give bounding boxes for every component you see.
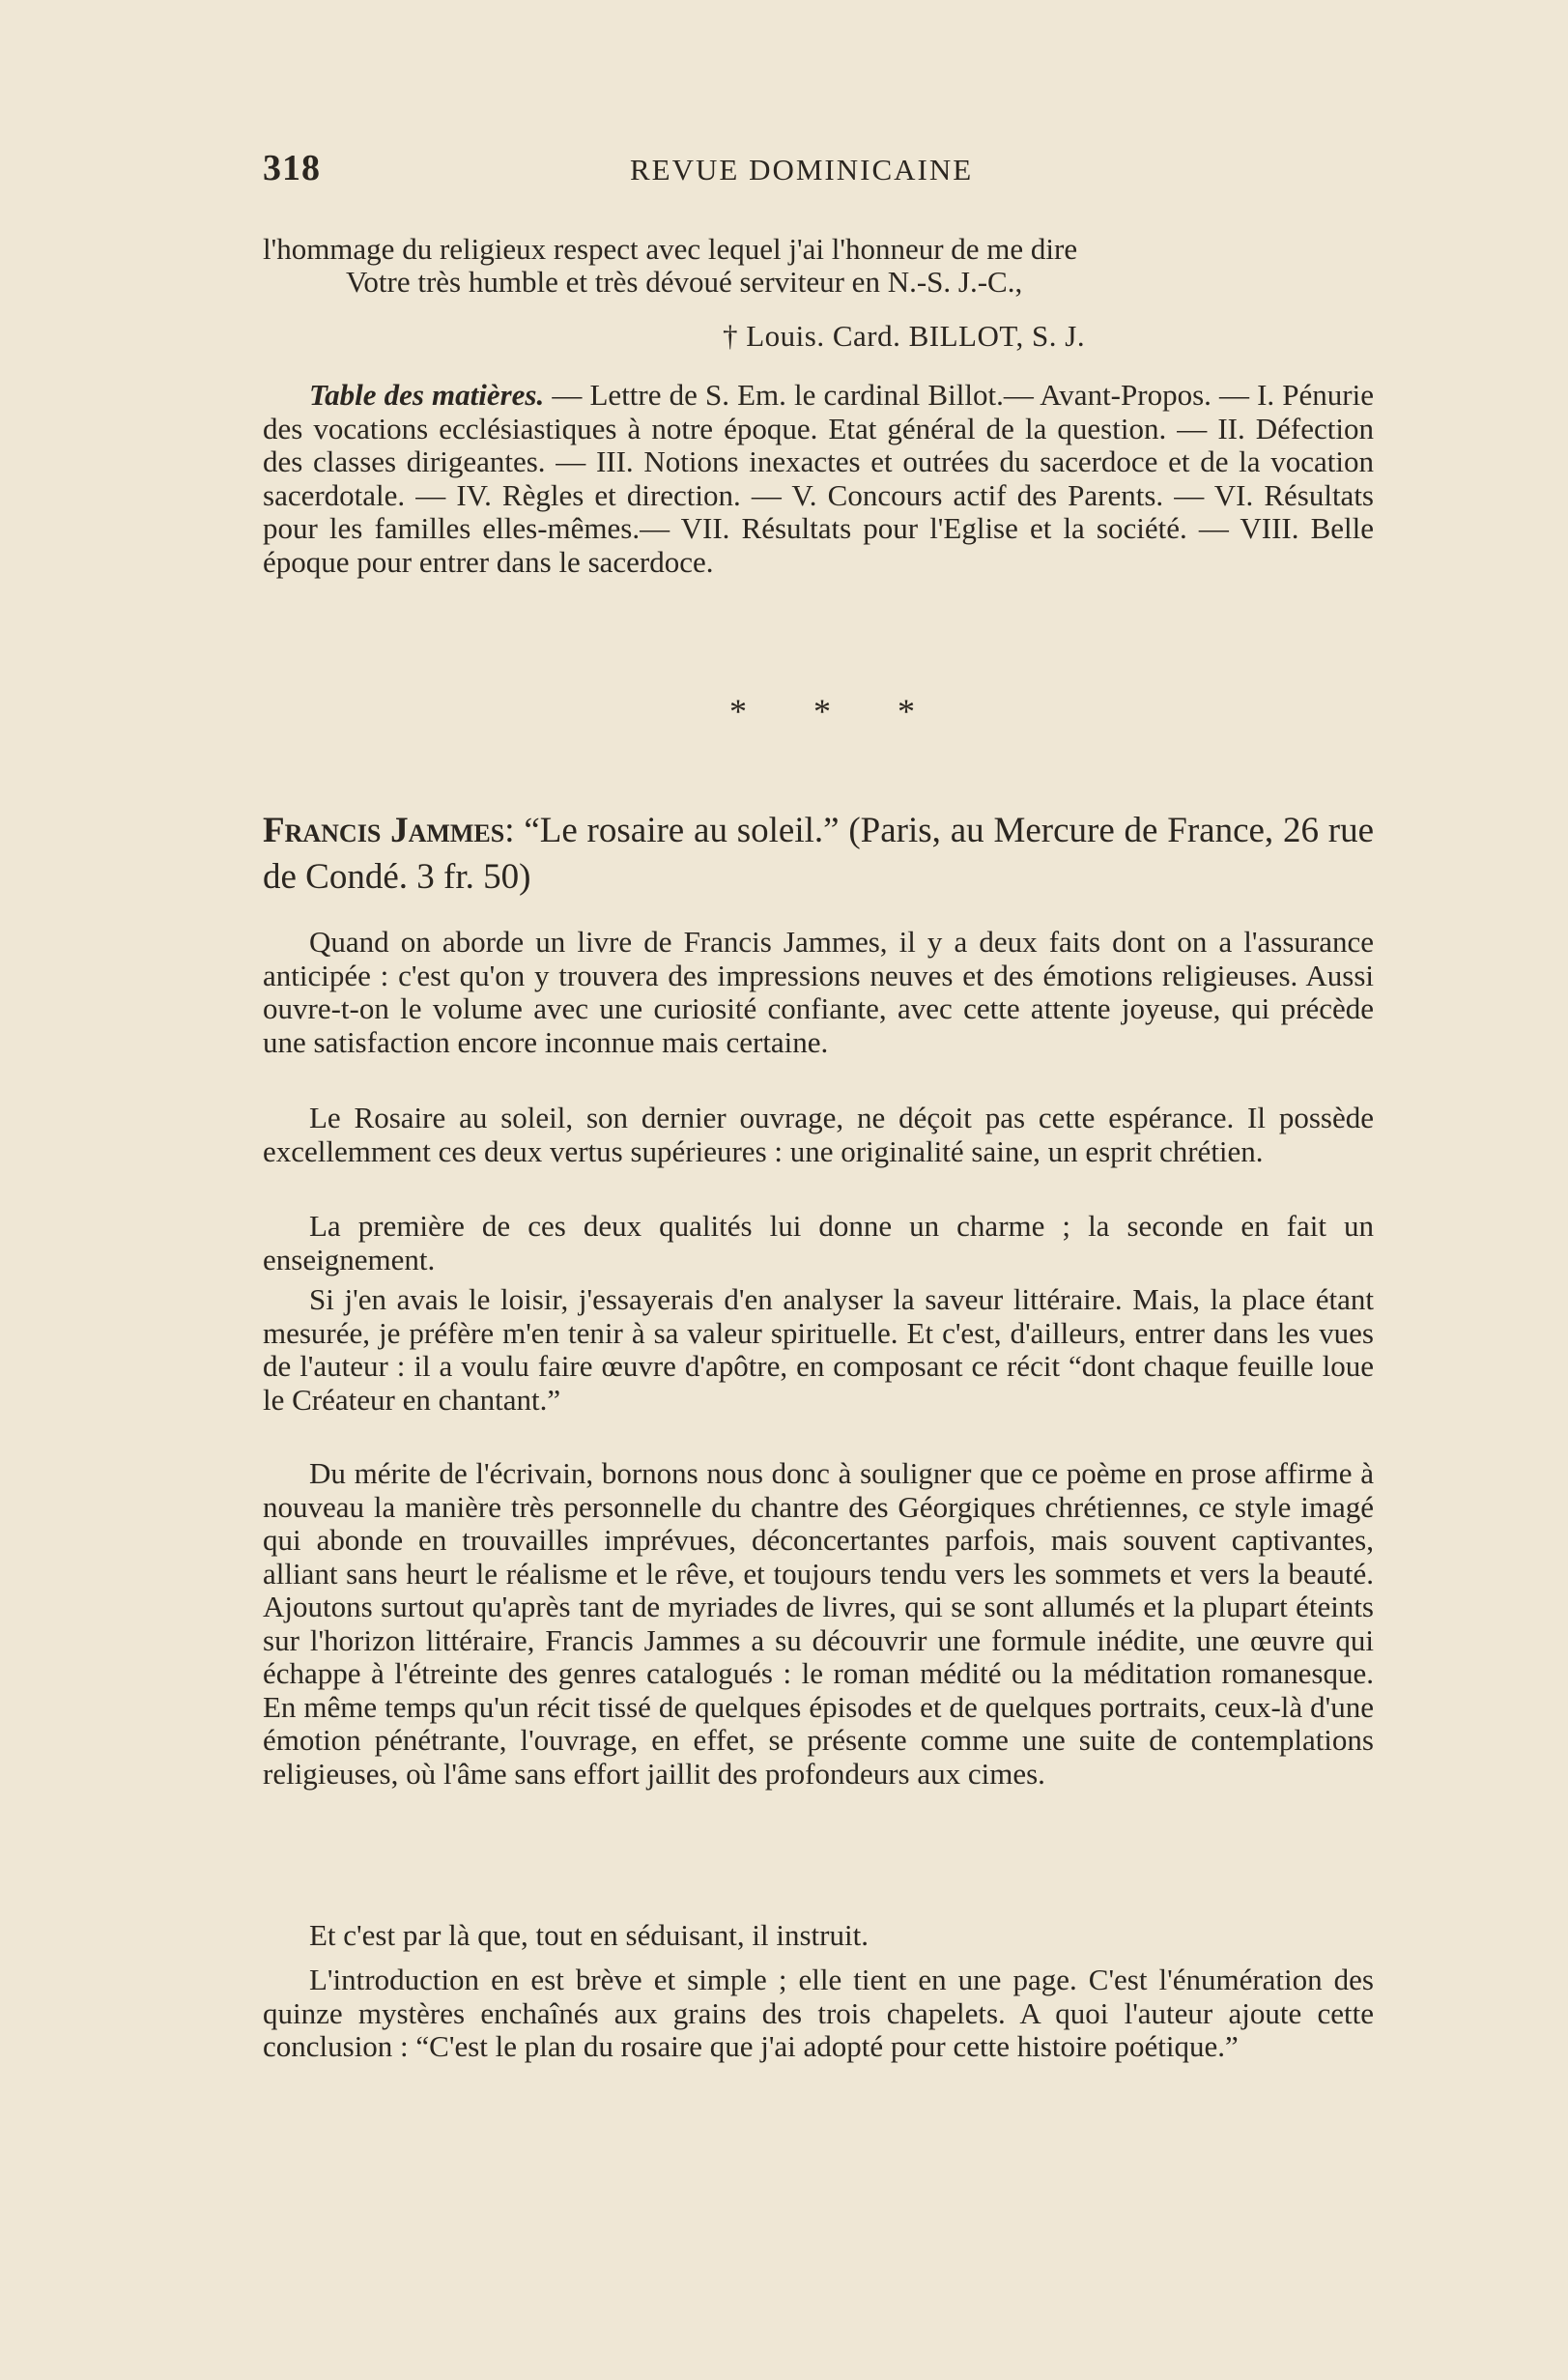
contents-paragraph [263, 379, 1374, 579]
review-paragraph-5: Du mérite de l'écrivain, bornons nous donc à souligner que ce poème en prose affirme à nouveau la manière très personnelle du chantre des Géorgiques chrétiennes, ce style imagé qui abonde en trouvailles imprévues, déconcertantes parfois, mais souvent captivantes, alliant sans heurt le réalisme et le rêve, et toujours tendu vers les sommets et vers la beauté. Ajoutons surtout qu'après tant de myriades de livres, qui se sont allumés et la plupart éteints sur l'horizon littéraire, Francis Jammes a su découvrir une formule inédite, une œuvre qui échappe à l'étreinte des genres catalogués : le roman médité ou la méditation romanesque. En même temps qu'un récit tissé de quelques épisodes et de quelques portraits, ceux-là d'une émotion pénétrante, l'ouvrage, en effet, se présente comme une suite de contemplations religieuses, où l'âme sans effort jaillit des profondeurs aux cimes. [263, 1456, 1374, 1791]
table-of-contents [263, 379, 1374, 579]
review-paragraph-2: Le Rosaire au soleil, son dernier ouvrage, ne déçoit pas cette espérance. Il possède excellemment ces deux vertus supérieures : une originalité saine, un esprit chrétien. [263, 1101, 1374, 1168]
running-title: REVUE DOMINICAINE [630, 153, 974, 186]
review-paragraph-3: La première de ces deux qualités lui donne un charme ; la seconde en fait un enseignement. [263, 1209, 1374, 1276]
review-paragraph-7: L'introduction en est brève et simple ; elle tient en une page. C'est l'énumération des quinze mystères enchaînés aux grains des trois chapelets. A quoi l'auteur ajoute cette conclusion : “C'est le plan du rosaire que j'ai adopté pour cette histoire poétique.” [263, 1963, 1374, 2063]
review-paragraph-6: Et c'est par là que, tout en séduisant, il instruit. [309, 1918, 869, 1952]
letter-closing-line-2: Votre très humble et très dévoué serviteur en N.-S. J.-C., [346, 265, 1023, 299]
page-header [263, 147, 1374, 195]
contents-label: Table des matières. [309, 378, 545, 412]
contents-text: — Lettre de S. Em. le cardinal Billot.— Avant-Propos. — I. Pénurie des vocations ecclésiastiques à notre époque. Etat général de la question. — II. Défection des classes dirigeantes. — III. Notions inexactes et outrées du sacerdoce et de la vocation sacerdotale. — IV. Règles et direction. — V. Concours actif des Parents. — VI. Résultats pour les familles elles-mêmes.— VII. Résultats pour l'Eglise et la société. — VIII. Belle époque pour entrer dans le sacerdoce. [263, 378, 1374, 579]
review-paragraph-4: Si j'en avais le loisir, j'essayerais d'en analyser la saveur littéraire. Mais, la place étant mesurée, je préfère m'en tenir à sa valeur spirituelle. Et c'est, d'ailleurs, entrer dans les vues de l'auteur : il a voulu faire œuvre d'apôtre, en composant ce récit “dont chaque feuille loue le Créateur en chantant.” [263, 1282, 1374, 1417]
review-paragraph-1: Quand on aborde un livre de Francis Jammes, il y a deux faits dont on a l'assurance anticipée : c'est qu'on y trouvera des impressions neuves et des émotions religieuses. Aussi ouvre-t-on le volume avec une curiosité confiante, avec cette attente joyeuse, qui précède une satisfaction encore inconnue mais certaine. [263, 925, 1374, 1059]
letter-closing-line-1: l'hommage du religieux respect avec lequel j'ai l'honneur de me dire [263, 232, 1078, 266]
page-number: 318 [263, 148, 321, 188]
review-author: Francis Jammes [263, 811, 505, 850]
section-separator: * * * [729, 692, 944, 731]
review-heading [263, 808, 1374, 901]
review-title-rest: : “Le rosaire au soleil.” (Paris, au Mercure de France, 26 rue de Condé. 3 fr. 50) [263, 811, 1375, 897]
letter-signature: † Louis. Card. BILLOT, S. J. [723, 319, 1086, 353]
